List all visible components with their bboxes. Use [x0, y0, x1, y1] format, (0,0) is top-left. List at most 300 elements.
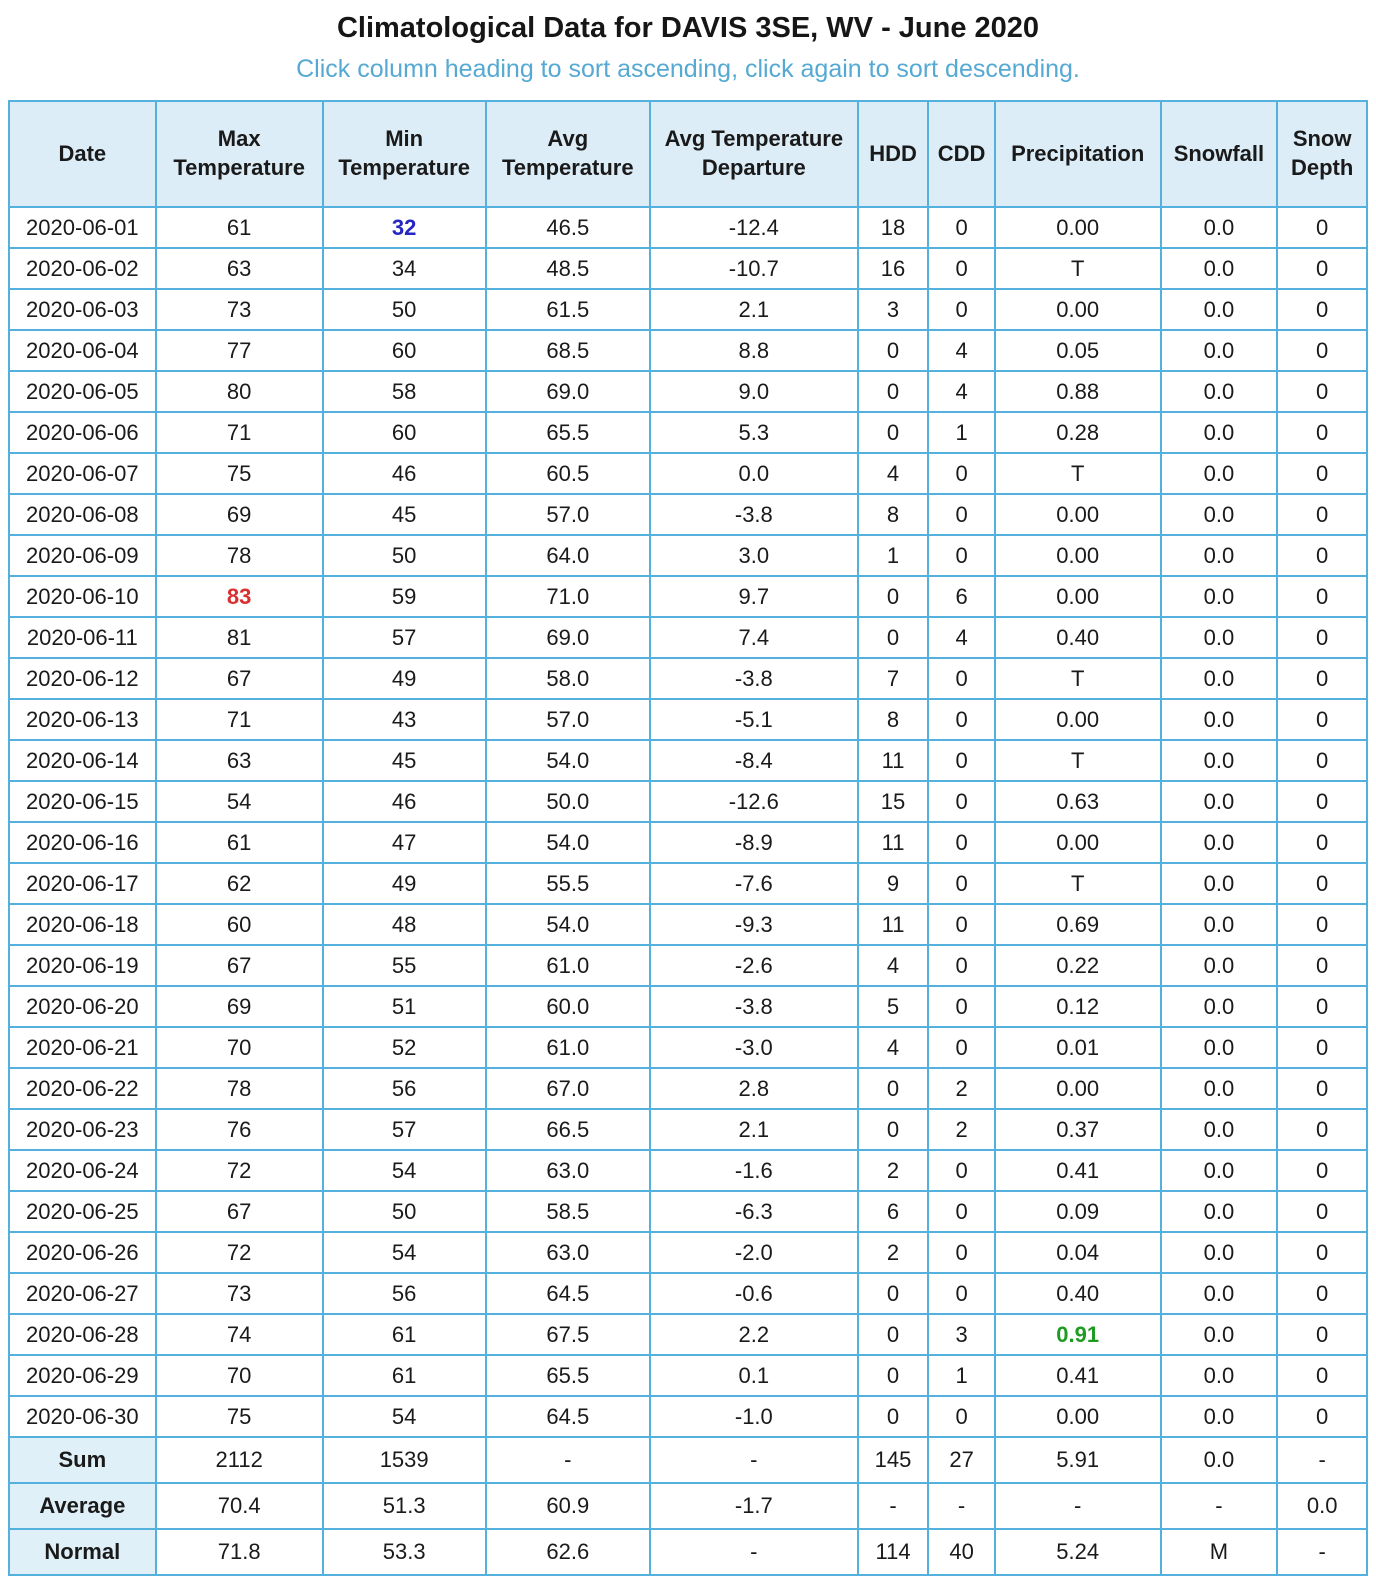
value-cell: 67 [156, 658, 323, 699]
table-row [9, 699, 1367, 740]
value-cell: 71 [156, 699, 323, 740]
value-cell: 0 [928, 781, 995, 822]
value-cell: 9.0 [650, 371, 858, 412]
value-cell: 57 [323, 617, 486, 658]
date-cell: 2020-06-09 [9, 535, 156, 576]
summary-value-cell: 62.6 [486, 1529, 650, 1575]
value-cell: 9 [858, 863, 929, 904]
value-cell: 54.0 [486, 822, 650, 863]
value-cell: 0 [928, 986, 995, 1027]
value-cell: 0 [928, 535, 995, 576]
value-cell: 0.0 [1161, 1109, 1278, 1150]
value-cell: 32 [323, 207, 486, 248]
value-cell: 0.41 [995, 1150, 1161, 1191]
table-row [9, 371, 1367, 412]
value-cell: 0 [1277, 535, 1367, 576]
value-cell: 0.09 [995, 1191, 1161, 1232]
value-cell: 64.5 [486, 1273, 650, 1314]
value-cell: 78 [156, 1068, 323, 1109]
value-cell: 0.00 [995, 207, 1161, 248]
value-cell: 0 [1277, 248, 1367, 289]
value-cell: 78 [156, 535, 323, 576]
date-cell: 2020-06-25 [9, 1191, 156, 1232]
value-cell: 3 [858, 289, 929, 330]
table-row [9, 330, 1367, 371]
date-cell: 2020-06-21 [9, 1027, 156, 1068]
value-cell: 65.5 [486, 412, 650, 453]
value-cell: 0 [1277, 1068, 1367, 1109]
column-header-snowfall[interactable]: Snowfall [1161, 101, 1278, 207]
summary-row-sum [9, 1437, 1367, 1483]
table-row [9, 535, 1367, 576]
date-cell: 2020-06-12 [9, 658, 156, 699]
value-cell: 0.01 [995, 1027, 1161, 1068]
column-header-min-temperature[interactable]: Min Temperature [323, 101, 486, 207]
value-cell: 0 [858, 1109, 929, 1150]
date-cell: 2020-06-17 [9, 863, 156, 904]
value-cell: 6 [928, 576, 995, 617]
value-cell: 72 [156, 1150, 323, 1191]
value-cell: 74 [156, 1314, 323, 1355]
value-cell: 2 [928, 1109, 995, 1150]
table-row [9, 494, 1367, 535]
value-cell: 4 [928, 330, 995, 371]
date-cell: 2020-06-15 [9, 781, 156, 822]
value-cell: -3.0 [650, 1027, 858, 1068]
value-cell: -10.7 [650, 248, 858, 289]
column-header-cdd[interactable]: CDD [928, 101, 995, 207]
table-row [9, 453, 1367, 494]
table-row [9, 1068, 1367, 1109]
value-cell: -6.3 [650, 1191, 858, 1232]
summary-value-cell: - [1277, 1529, 1367, 1575]
value-cell: 0 [858, 412, 929, 453]
value-cell: 0 [1277, 617, 1367, 658]
value-cell: 61 [323, 1314, 486, 1355]
summary-value-cell: 51.3 [323, 1483, 486, 1529]
value-cell: T [995, 658, 1161, 699]
value-cell: 9.7 [650, 576, 858, 617]
value-cell: T [995, 863, 1161, 904]
table-row [9, 740, 1367, 781]
value-cell: 0 [1277, 658, 1367, 699]
value-cell: T [995, 453, 1161, 494]
value-cell: 0 [858, 1068, 929, 1109]
value-cell: 0 [1277, 576, 1367, 617]
date-cell: 2020-06-19 [9, 945, 156, 986]
date-cell: 2020-06-26 [9, 1232, 156, 1273]
value-cell: -3.8 [650, 658, 858, 699]
table-row [9, 1150, 1367, 1191]
table-row [9, 617, 1367, 658]
value-cell: 3 [928, 1314, 995, 1355]
value-cell: 54 [156, 781, 323, 822]
value-cell: 49 [323, 863, 486, 904]
value-cell: 0 [858, 330, 929, 371]
value-cell: 0 [1277, 371, 1367, 412]
value-cell: 0.0 [1161, 1273, 1278, 1314]
value-cell: 63.0 [486, 1150, 650, 1191]
value-cell: 61 [156, 822, 323, 863]
value-cell: 0 [1277, 207, 1367, 248]
value-cell: 0 [928, 289, 995, 330]
value-cell: 1 [928, 1355, 995, 1396]
date-cell: 2020-06-08 [9, 494, 156, 535]
value-cell: 0.0 [1161, 617, 1278, 658]
summary-value-cell: 71.8 [156, 1529, 323, 1575]
value-cell: 0.0 [1161, 412, 1278, 453]
value-cell: 0 [858, 1355, 929, 1396]
column-header-date[interactable]: Date [9, 101, 156, 207]
value-cell: -1.6 [650, 1150, 858, 1191]
value-cell: 0 [858, 371, 929, 412]
value-cell: 45 [323, 494, 486, 535]
value-cell: 0.0 [1161, 248, 1278, 289]
summary-value-cell: 27 [928, 1437, 995, 1483]
value-cell: 0.00 [995, 494, 1161, 535]
summary-value-cell: 1539 [323, 1437, 486, 1483]
value-cell: 0 [1277, 330, 1367, 371]
value-cell: 0 [1277, 453, 1367, 494]
value-cell: -8.9 [650, 822, 858, 863]
value-cell: 69.0 [486, 617, 650, 658]
table-row [9, 863, 1367, 904]
summary-value-cell: 60.9 [486, 1483, 650, 1529]
value-cell: -2.6 [650, 945, 858, 986]
value-cell: 0.04 [995, 1232, 1161, 1273]
value-cell: 0.00 [995, 576, 1161, 617]
value-cell: 0.0 [1161, 1027, 1278, 1068]
value-cell: 0.37 [995, 1109, 1161, 1150]
date-cell: 2020-06-05 [9, 371, 156, 412]
value-cell: 0 [858, 1396, 929, 1437]
value-cell: 4 [928, 617, 995, 658]
value-cell: 58.5 [486, 1191, 650, 1232]
value-cell: 46.5 [486, 207, 650, 248]
value-cell: 75 [156, 453, 323, 494]
value-cell: 0 [1277, 1355, 1367, 1396]
value-cell: 57 [323, 1109, 486, 1150]
summary-value-cell: - [928, 1483, 995, 1529]
value-cell: 0.0 [1161, 1191, 1278, 1232]
summary-value-cell: 2112 [156, 1437, 323, 1483]
value-cell: 72 [156, 1232, 323, 1273]
value-cell: 69.0 [486, 371, 650, 412]
value-cell: 57.0 [486, 699, 650, 740]
value-cell: 73 [156, 289, 323, 330]
value-cell: 0.91 [995, 1314, 1161, 1355]
value-cell: 0 [928, 1191, 995, 1232]
value-cell: 50 [323, 289, 486, 330]
value-cell: 54 [323, 1232, 486, 1273]
value-cell: 4 [858, 945, 929, 986]
value-cell: 0 [928, 699, 995, 740]
value-cell: 8 [858, 494, 929, 535]
summary-value-cell: 114 [858, 1529, 929, 1575]
value-cell: 69 [156, 986, 323, 1027]
value-cell: 0 [928, 863, 995, 904]
value-cell: 48.5 [486, 248, 650, 289]
value-cell: -7.6 [650, 863, 858, 904]
value-cell: 0.00 [995, 535, 1161, 576]
value-cell: 0 [928, 945, 995, 986]
summary-value-cell: 70.4 [156, 1483, 323, 1529]
value-cell: 0.0 [1161, 371, 1278, 412]
value-cell: 65.5 [486, 1355, 650, 1396]
value-cell: 0 [928, 1232, 995, 1273]
value-cell: 43 [323, 699, 486, 740]
value-cell: 0.88 [995, 371, 1161, 412]
summary-value-cell: - [995, 1483, 1161, 1529]
summary-value-cell: - [486, 1437, 650, 1483]
value-cell: 0.0 [1161, 453, 1278, 494]
value-cell: 54 [323, 1150, 486, 1191]
value-cell: 0.0 [1161, 822, 1278, 863]
summary-value-cell: 145 [858, 1437, 929, 1483]
value-cell: 62 [156, 863, 323, 904]
value-cell: 6 [858, 1191, 929, 1232]
value-cell: 75 [156, 1396, 323, 1437]
summary-value-cell: - [1277, 1437, 1367, 1483]
column-header-snow-depth[interactable]: Snow Depth [1277, 101, 1367, 207]
date-cell: 2020-06-29 [9, 1355, 156, 1396]
value-cell: 4 [928, 371, 995, 412]
value-cell: 0 [1277, 986, 1367, 1027]
value-cell: 83 [156, 576, 323, 617]
table-row [9, 1314, 1367, 1355]
value-cell: 0 [1277, 494, 1367, 535]
date-cell: 2020-06-13 [9, 699, 156, 740]
value-cell: 0.0 [650, 453, 858, 494]
value-cell: 46 [323, 453, 486, 494]
value-cell: 0 [1277, 289, 1367, 330]
value-cell: 0 [1277, 1396, 1367, 1437]
value-cell: 50 [323, 535, 486, 576]
value-cell: -9.3 [650, 904, 858, 945]
value-cell: 11 [858, 822, 929, 863]
value-cell: 0 [1277, 412, 1367, 453]
value-cell: 4 [858, 1027, 929, 1068]
value-cell: 67.0 [486, 1068, 650, 1109]
value-cell: 0 [1277, 1314, 1367, 1355]
value-cell: 8.8 [650, 330, 858, 371]
column-header-avg-temperature[interactable]: Avg Temperature [486, 101, 650, 207]
value-cell: 0 [1277, 1109, 1367, 1150]
value-cell: 0.0 [1161, 781, 1278, 822]
value-cell: 0.0 [1161, 986, 1278, 1027]
value-cell: 0.0 [1161, 904, 1278, 945]
table-row [9, 1027, 1367, 1068]
value-cell: 0.0 [1161, 330, 1278, 371]
table-row [9, 986, 1367, 1027]
date-cell: 2020-06-18 [9, 904, 156, 945]
value-cell: 60.5 [486, 453, 650, 494]
summary-value-cell: 5.91 [995, 1437, 1161, 1483]
column-header-avg-temperature-departure[interactable]: Avg Temperature Departure [650, 101, 858, 207]
value-cell: 0 [858, 576, 929, 617]
value-cell: -2.0 [650, 1232, 858, 1273]
summary-value-cell: - [650, 1437, 858, 1483]
value-cell: 63 [156, 248, 323, 289]
value-cell: 0.0 [1161, 576, 1278, 617]
value-cell: 0.0 [1161, 740, 1278, 781]
summary-label: Normal [9, 1529, 156, 1575]
value-cell: 0.63 [995, 781, 1161, 822]
date-cell: 2020-06-07 [9, 453, 156, 494]
value-cell: 0 [1277, 822, 1367, 863]
date-cell: 2020-06-14 [9, 740, 156, 781]
value-cell: 0.0 [1161, 535, 1278, 576]
value-cell: 52 [323, 1027, 486, 1068]
date-cell: 2020-06-11 [9, 617, 156, 658]
value-cell: 68.5 [486, 330, 650, 371]
table-row [9, 658, 1367, 699]
value-cell: 0 [1277, 740, 1367, 781]
date-cell: 2020-06-24 [9, 1150, 156, 1191]
value-cell: 5.3 [650, 412, 858, 453]
date-cell: 2020-06-22 [9, 1068, 156, 1109]
value-cell: 0 [1277, 699, 1367, 740]
sort-instructions: Click column heading to sort ascending, click again to sort descending. [296, 55, 1080, 83]
value-cell: 63 [156, 740, 323, 781]
column-header-precipitation[interactable]: Precipitation [995, 101, 1161, 207]
value-cell: 50.0 [486, 781, 650, 822]
summary-row-average [9, 1483, 1367, 1529]
value-cell: 70 [156, 1355, 323, 1396]
value-cell: 7 [858, 658, 929, 699]
summary-value-cell: 0.0 [1277, 1483, 1367, 1529]
value-cell: 0.0 [1161, 1396, 1278, 1437]
table-row [9, 904, 1367, 945]
date-cell: 2020-06-06 [9, 412, 156, 453]
value-cell: 0.0 [1161, 945, 1278, 986]
summary-value-cell: - [650, 1529, 858, 1575]
date-cell: 2020-06-20 [9, 986, 156, 1027]
column-header-hdd[interactable]: HDD [858, 101, 929, 207]
value-cell: 0 [928, 740, 995, 781]
value-cell: 46 [323, 781, 486, 822]
value-cell: 16 [858, 248, 929, 289]
value-cell: 69 [156, 494, 323, 535]
table-row [9, 781, 1367, 822]
value-cell: 48 [323, 904, 486, 945]
value-cell: 0.12 [995, 986, 1161, 1027]
value-cell: 0.00 [995, 699, 1161, 740]
summary-value-cell: -1.7 [650, 1483, 858, 1529]
table-summary [9, 1437, 1367, 1575]
value-cell: 60 [323, 330, 486, 371]
value-cell: 61.5 [486, 289, 650, 330]
value-cell: 2 [928, 1068, 995, 1109]
table-row [9, 207, 1367, 248]
value-cell: 18 [858, 207, 929, 248]
date-cell: 2020-06-10 [9, 576, 156, 617]
value-cell: 58.0 [486, 658, 650, 699]
table-row [9, 1191, 1367, 1232]
table-header [9, 101, 1367, 207]
value-cell: 64.5 [486, 1396, 650, 1437]
value-cell: 0.41 [995, 1355, 1161, 1396]
value-cell: 0.0 [1161, 1232, 1278, 1273]
table-row [9, 822, 1367, 863]
value-cell: 0 [928, 1273, 995, 1314]
value-cell: 58 [323, 371, 486, 412]
value-cell: 2.2 [650, 1314, 858, 1355]
value-cell: 0 [928, 1396, 995, 1437]
value-cell: 50 [323, 1191, 486, 1232]
value-cell: 61.0 [486, 1027, 650, 1068]
value-cell: 66.5 [486, 1109, 650, 1150]
date-cell: 2020-06-02 [9, 248, 156, 289]
summary-row-normal [9, 1529, 1367, 1575]
value-cell: 2.1 [650, 289, 858, 330]
value-cell: 0.0 [1161, 863, 1278, 904]
value-cell: 54.0 [486, 904, 650, 945]
summary-label: Sum [9, 1437, 156, 1483]
value-cell: 56 [323, 1068, 486, 1109]
value-cell: -3.8 [650, 986, 858, 1027]
value-cell: -12.4 [650, 207, 858, 248]
value-cell: 11 [858, 740, 929, 781]
date-cell: 2020-06-30 [9, 1396, 156, 1437]
value-cell: 15 [858, 781, 929, 822]
value-cell: -3.8 [650, 494, 858, 535]
summary-value-cell: M [1161, 1529, 1278, 1575]
value-cell: 61.0 [486, 945, 650, 986]
value-cell: 4 [858, 453, 929, 494]
value-cell: 0.0 [1161, 1068, 1278, 1109]
value-cell: 0 [1277, 1027, 1367, 1068]
value-cell: 0 [1277, 904, 1367, 945]
value-cell: T [995, 248, 1161, 289]
value-cell: 1 [928, 412, 995, 453]
summary-value-cell: 5.24 [995, 1529, 1161, 1575]
value-cell: 0 [858, 1273, 929, 1314]
summary-value-cell: 40 [928, 1529, 995, 1575]
climate-data-table [8, 100, 1368, 1576]
table-body [9, 207, 1367, 1437]
value-cell: 61 [323, 1355, 486, 1396]
value-cell: 70 [156, 1027, 323, 1068]
value-cell: 77 [156, 330, 323, 371]
value-cell: 71 [156, 412, 323, 453]
value-cell: 80 [156, 371, 323, 412]
column-header-max-temperature[interactable]: Max Temperature [156, 101, 323, 207]
value-cell: 0 [928, 1150, 995, 1191]
value-cell: 47 [323, 822, 486, 863]
date-cell: 2020-06-16 [9, 822, 156, 863]
summary-value-cell: 53.3 [323, 1529, 486, 1575]
value-cell: 60 [323, 412, 486, 453]
value-cell: 67 [156, 1191, 323, 1232]
value-cell: 0 [1277, 863, 1367, 904]
date-cell: 2020-06-03 [9, 289, 156, 330]
summary-value-cell: - [1161, 1483, 1278, 1529]
value-cell: 11 [858, 904, 929, 945]
value-cell: 67.5 [486, 1314, 650, 1355]
value-cell: 0.1 [650, 1355, 858, 1396]
table-row [9, 412, 1367, 453]
value-cell: 0 [1277, 1232, 1367, 1273]
value-cell: 2 [858, 1232, 929, 1273]
value-cell: 60 [156, 904, 323, 945]
value-cell: 59 [323, 576, 486, 617]
value-cell: 0.0 [1161, 1150, 1278, 1191]
value-cell: 0.00 [995, 289, 1161, 330]
summary-value-cell: - [858, 1483, 929, 1529]
value-cell: 7.4 [650, 617, 858, 658]
value-cell: 0.00 [995, 822, 1161, 863]
